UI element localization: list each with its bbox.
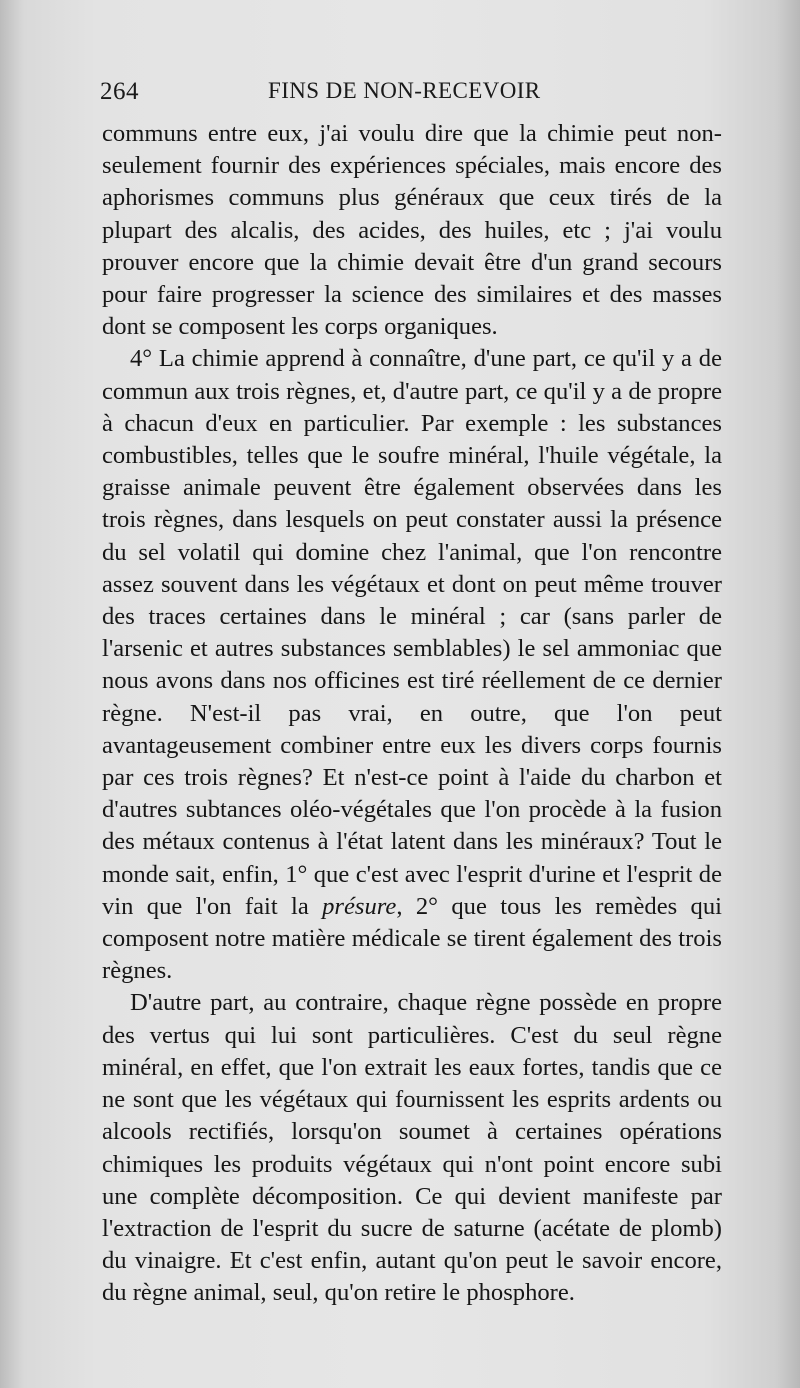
page-header [100,78,722,118]
paragraph-3 [102,987,722,1309]
paragraph-3-text: D'autre part, au contraire, chaque règne possède en propre des vertus qui lui sont particulières. C'est du seul règne minéral, en effet, que l'on extrait les eaux fortes, tandis que ce ne sont que les végétaux qui fournissent les esprits ardents ou alcools rectifiés, lorsqu'on soumet à certaines opérations chimiques les produits végétaux qui n'ont point encore subi une complète décomposition. Ce qui devient manifeste par l'extraction de l'esprit du sucre de saturne (acétate de plomb) du vinaigre. Et c'est enfin, autant qu'on peut le savoir encore, du règne animal, seul, qu'on retire le phosphore. [102,989,722,1307]
paragraph-2 [102,343,722,987]
paragraph-2-text-after: , 2° que tous les remèdes qui composent notre matière médicale se tirent également des trois règnes. [102,892,722,985]
body-text [102,118,722,1310]
running-title: FINS DE NON-RECEVOIR [268,78,541,103]
page-number: 264 [100,78,139,105]
paragraph-1-text: communs entre eux, j'ai voulu dire que la chimie peut non-seulement fournir des expériences spéciales, mais encore des aphorismes communs plus généraux que ceux tirés de la plupart des alcalis, des acides, des huiles, etc ; j'ai voulu prouver encore que la chimie devait être d'un grand secours pour faire progresser la science des similaires et des masses dont se composent les corps organiques. [102,120,722,341]
paragraph-1 [102,118,722,343]
emphasis-presure: présure [322,892,397,920]
paragraph-2-text: 4° La chimie apprend à connaître, d'une part, ce qu'il y a de commun aux trois règnes, et, d'autre part, ce qu'il y a de propre à chacun d'eux en particulier. Par exemple : les substances combustibles, telles que le soufre minéral, l'huile végétale, la graisse animale peuvent être également observées dans les trois règnes, dans lesquels on peut constater aussi la présence du sel volatil qui domine chez l'animal, que l'on rencontre assez souvent dans les végétaux et dont on peut même trouver des traces certaines dans le minéral ; car (sans parler de l'arsenic et autres substances semblables) le sel ammoniac que nous avons dans nos officines est tiré réellement de ce dernier règne. N'est-il pas vrai, en outre, que l'on peut avantageusement combiner entre eux les divers corps fournis par ces trois règnes? Et n'est-ce point à l'aide du charbon et d'autres subtances oléo-végétales que l'on procède à la fusion des métaux contenus à l'état latent dans les minéraux? Tout le monde sait, enfin, 1° que c'est avec l'esprit d'urine et l'esprit de vin que l'on fait la [102,345,722,920]
